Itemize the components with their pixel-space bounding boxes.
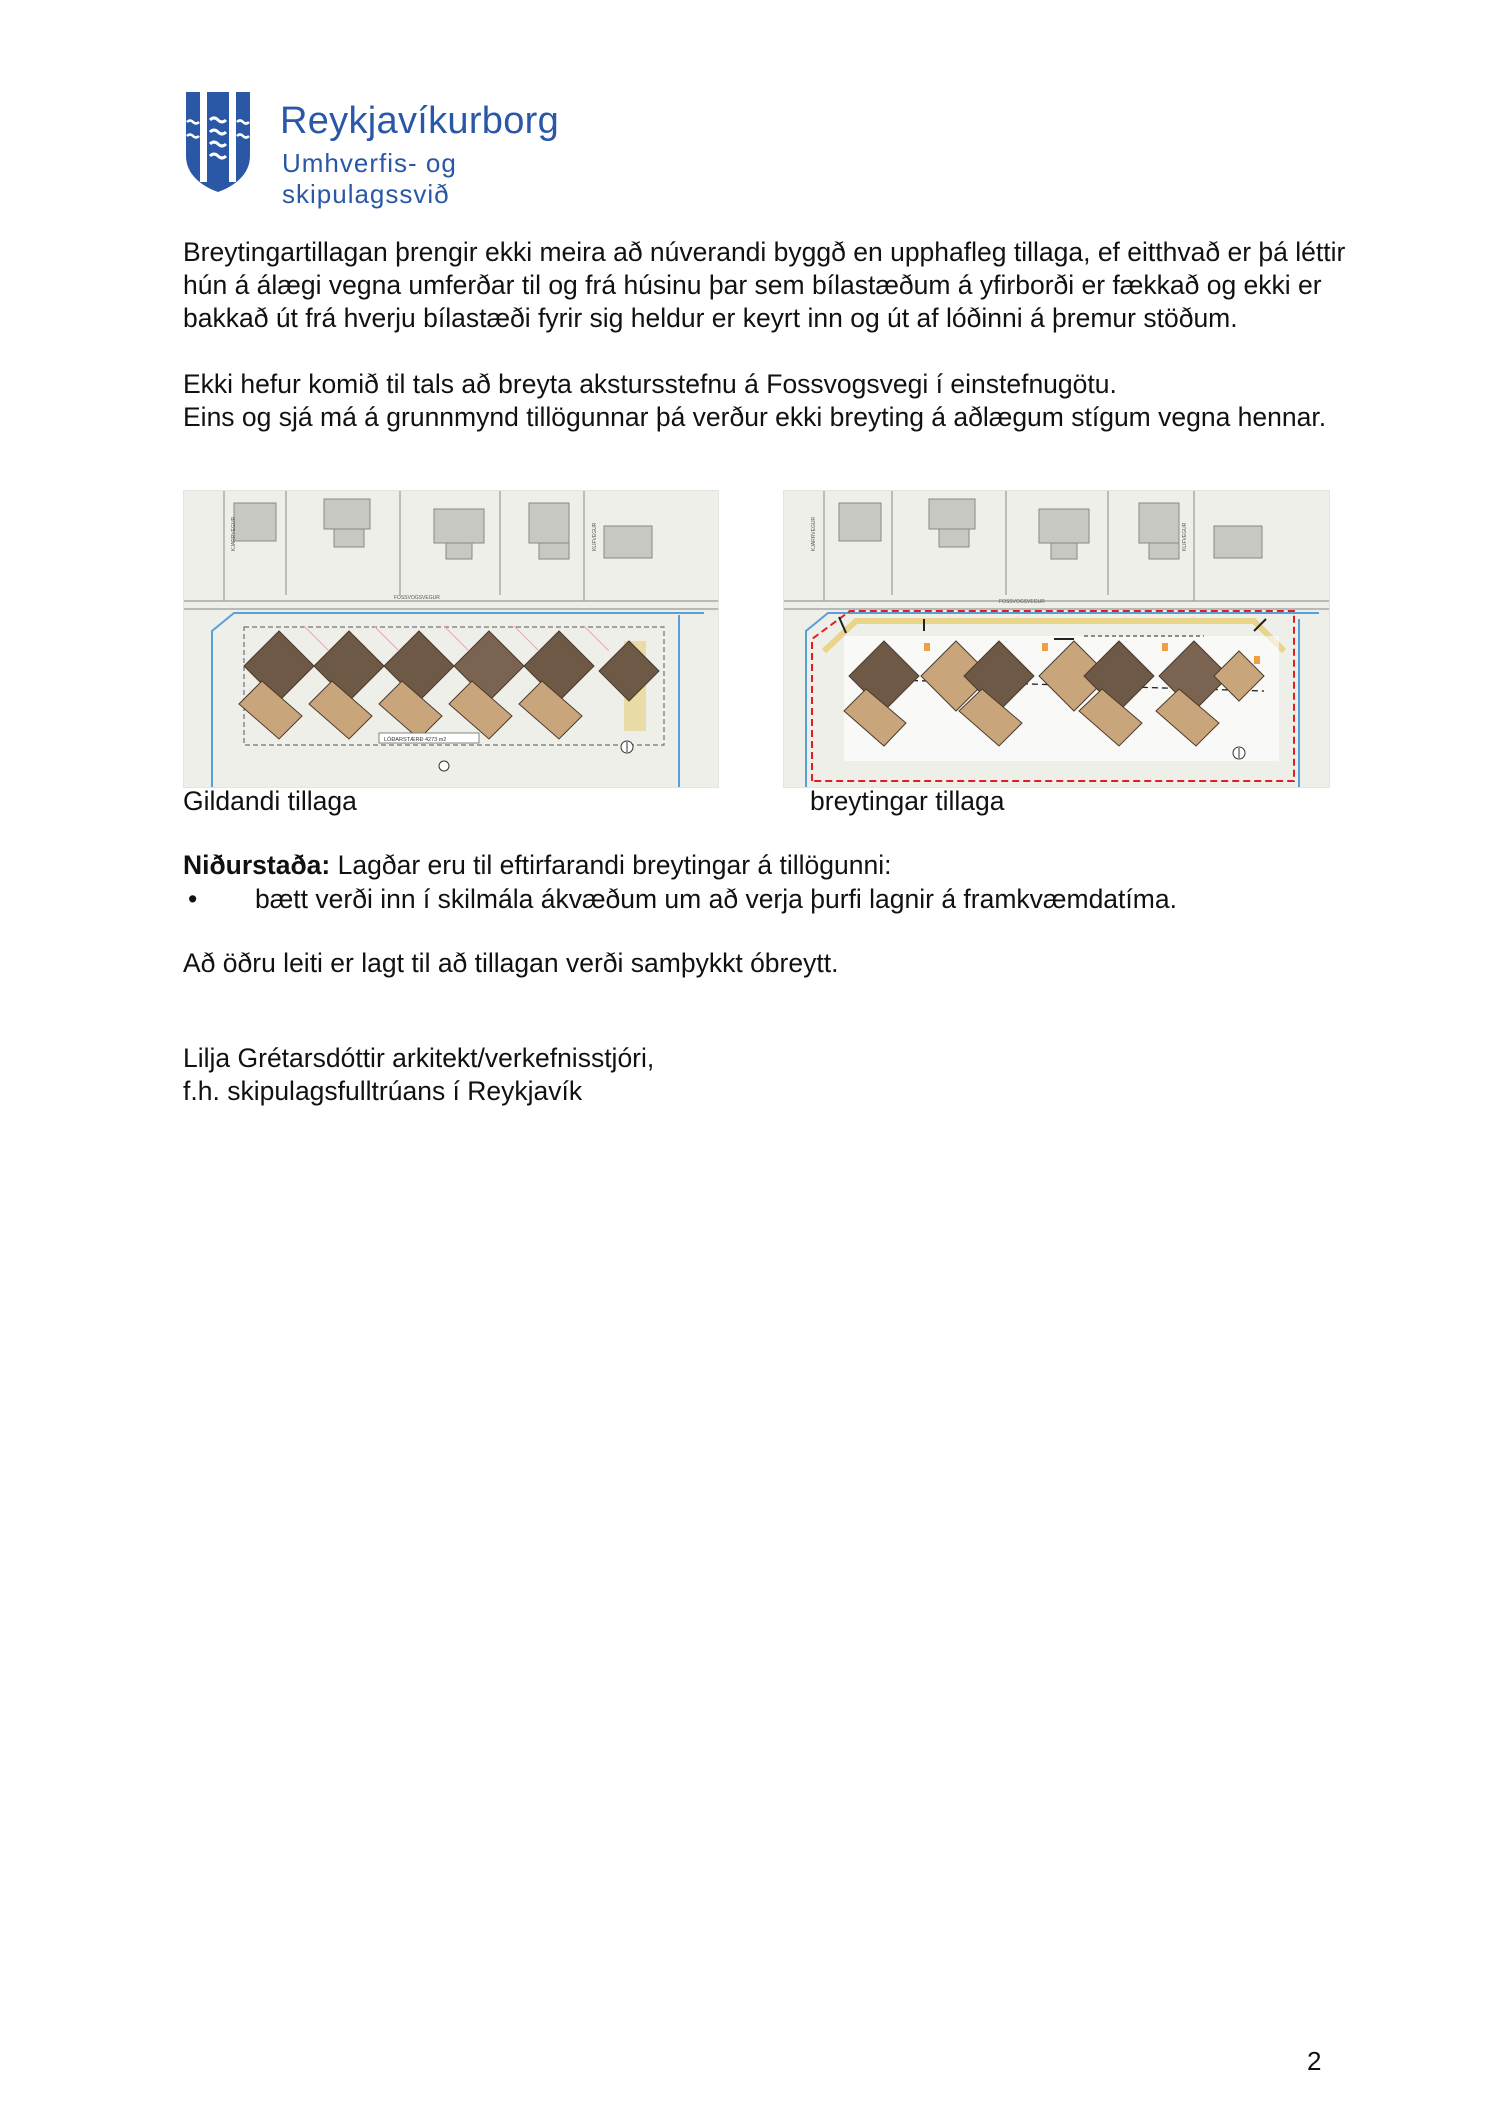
reykjavik-crest-icon: [183, 90, 253, 194]
conclusion-label: Niðurstaða:: [183, 850, 331, 880]
body-paragraph-1: Breytingartillagan þrengir ekki meira að núverandi byggð en upphafleg tillaga, ef eitthvað er þá léttir hún á álægi vegna umferðar til og frá húsinu þar sem bílastæðum á yfirborði er fækkað og ekki er bakkað út frá hverju bílastæði fyrir sig heldur er keyrt inn og út af lóðinni á þremur stöðum.: [183, 237, 1346, 333]
side-street-right-label-2: KLIFVEGUR: [1182, 522, 1188, 551]
conclusion-text: Lagðar eru til eftirfarandi breytingar á tillögunni:: [337, 850, 892, 880]
department-name: Umhverfis- og skipulagssvið: [282, 148, 457, 209]
reykjavik-logo: [183, 90, 623, 209]
conclusion-line: [183, 850, 892, 881]
signature-name: Lilja Grétarsdóttir arkitekt/verkefnisstjóri,: [183, 1043, 655, 1073]
lot-size-label: LÓÐARSTÆRÐ 4273 m2: [384, 737, 447, 743]
page-number: 2: [1307, 2046, 1322, 2076]
proposed-plan-figure: [783, 490, 1330, 788]
side-street-left-label: KJARRVEGUR: [231, 516, 237, 551]
body-paragraph-2: Ekki hefur komið til tals að breyta akstursstefnu á Fossvogsvegi í einstefnugötu.: [183, 369, 1117, 399]
bullet-text: bætt verði inn í skilmála ákvæðum um að verja þurfi lagnir á framkvæmdatíma.: [255, 884, 1177, 914]
street-label: FOSSVOGSVEGUR: [394, 595, 440, 601]
current-plan-caption: Gildandi tillaga: [183, 786, 357, 816]
side-street-left-label-2: KJARRVEGUR: [811, 516, 817, 551]
closing-statement: Að öðru leiti er lagt til að tillagan verði samþykkt óbreytt.: [183, 948, 839, 978]
bullet-icon: •: [188, 884, 198, 914]
marker-icon: [439, 761, 449, 771]
street-label-2: FOSSVOGSVEGUR: [999, 599, 1045, 605]
org-name: Reykjavíkurborg: [280, 100, 560, 142]
body-paragraph-3: Eins og sjá má á grunnmynd tillögunnar þá verður ekki breyting á aðlægum stígum vegna hennar.: [183, 402, 1327, 432]
side-street-right-label: KLIFVEGUR: [592, 522, 598, 551]
current-plan-figure: [183, 490, 719, 788]
signature-title: f.h. skipulagsfulltrúans í Reykjavík: [183, 1076, 583, 1106]
proposed-plan-caption: breytingar tillaga: [810, 786, 1005, 816]
